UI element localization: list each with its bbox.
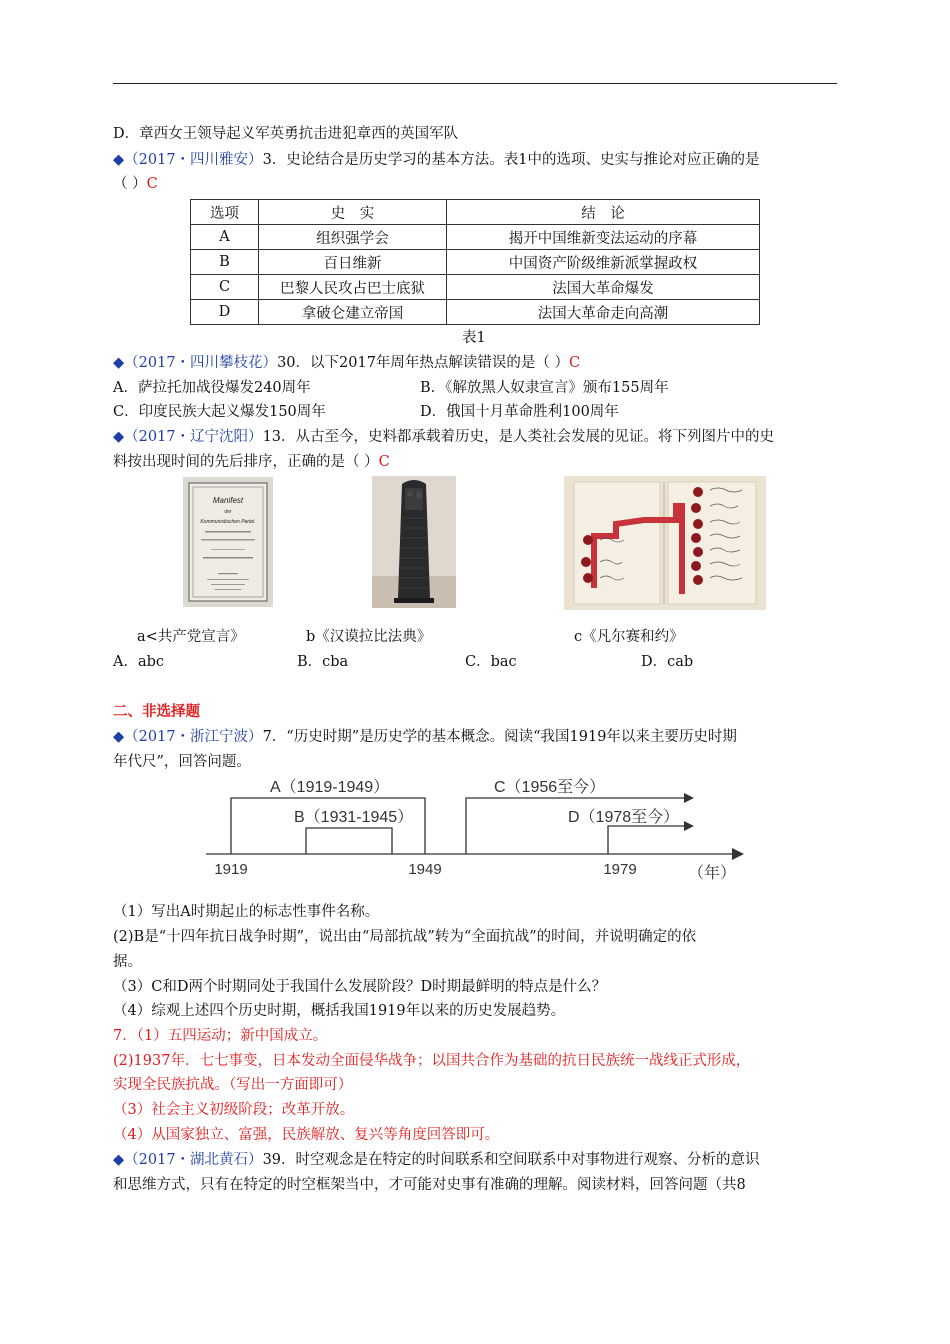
q3-blank-line [113,174,158,194]
q39-stem [113,1150,760,1170]
q3-source: （2017・四川雅安） [124,152,263,168]
q30-option: A．萨拉托加战役爆发240周年 [113,380,311,396]
q7-stem [113,727,737,747]
header-rule [113,83,837,84]
q3-answer: C [146,176,158,192]
table-cell: 拿破仑建立帝国 [259,300,447,325]
timeline-tick-1979: 1979 [603,861,637,878]
q13-option: A．abc [113,654,165,670]
q7-answer: 实现全民族抗战。（写出一方面即可） [113,1077,353,1093]
q13-text2: 料按出现时间的先后排序，正确的是（ ） [113,454,379,470]
table-cell: 百日维新 [259,250,447,275]
table-cell: 法国大革命走向高潮 [447,300,760,325]
manifesto-der: der [224,509,232,515]
table-row [191,225,760,250]
q13-answer: C [378,454,390,470]
table-row [191,275,760,300]
q7-answer: （4）从国家独立、富强，民族解放、复兴等角度回答即可。 [113,1127,500,1143]
q13-option: B．cba [297,654,349,670]
table-header-cell: 结 论 [447,200,760,225]
q7-question: (2)B是“十四年抗日战争时期”，说出由“局部抗战”转为“全面抗战”的时间，并说明确定的依 [113,929,697,945]
table-cell: 法国大革命爆发 [447,275,760,300]
q13-stem-line2 [113,452,390,472]
q30-option: B．《解放黑人奴隶宣言》颁布155周年 [420,380,669,396]
table-cell: A [191,225,259,250]
diamond-bullet-icon: ◆ [113,152,125,168]
q7-source: （2017・浙江宁波） [124,729,263,745]
q7-answer: 7．（1）五四运动；新中国成立。 [113,1028,328,1044]
table-cell: 揭开中国维新变法运动的序幕 [447,225,760,250]
table-header-cell: 选项 [191,200,259,225]
timeline-diagram [200,770,748,888]
q7-answer: (2)1937年．七七事变，日本发动全面侵华战争；以国共合作为基础的抗日民族统一战线正式形成， [113,1053,751,1069]
section-heading: 二、非选择题 [113,703,200,720]
diamond-bullet-icon: ◆ [113,1152,125,1168]
q7-answer: （3）社会主义初级阶段；改革开放。 [113,1102,355,1118]
manifesto-cover-image [183,477,273,607]
q30-option: D．俄国十月革命胜利100周年 [420,404,619,420]
q7-question: （3）C和D两个时期同处于我国什么发展阶段？D时期最鲜明的特点是什么？ [113,979,607,995]
q30-source: （2017・四川攀枝花） [124,355,278,371]
manifesto-subtitle: Kommunistischen Partei. [200,519,256,525]
hammurabi-stele-image [372,476,456,608]
q3-table [190,199,760,325]
q30-answer: C [569,355,581,371]
timeline-tick-1919: 1919 [214,861,248,878]
caption-b: b《汉谟拉比法典》 [306,629,432,645]
q3-text: 3．史论结合是历史学习的基本方法。表1中的选项、史实与推论对应正确的是 [262,152,760,168]
manifesto-title: Manifest [212,496,244,505]
table-header-cell: 史 实 [259,200,447,225]
q39-source: （2017・湖北黄石） [124,1152,263,1168]
diamond-bullet-icon: ◆ [113,429,125,445]
q3-blank: （ ） [113,176,147,192]
table-cell: 中国资产阶级维新派掌握政权 [447,250,760,275]
table-header-row [191,200,760,225]
prev-option-d: D．章西女王领导起义军英勇抗击进犯章西的英国军队 [113,126,459,142]
timeline-unit: （年） [688,865,737,882]
table-cell: C [191,275,259,300]
caption-c: c《凡尔赛和约》 [574,629,684,645]
timeline-label-a: A（1919-1949） [270,779,390,796]
q13-option: D．cab [641,654,694,670]
q7-text: 7．“历史时期”是历史学的基本概念。阅读“我国1919年以来主要历史时期 [262,729,737,745]
q30-stem [113,353,580,373]
q7-question: （1）写出A时期起止的标志性事件名称。 [113,904,380,920]
q3-stem [113,150,760,170]
q39-text2: 和思维方式，只有在特定的时空框架当中，才可能对史事有准确的理解。阅读材料，回答问题（共8 [113,1177,746,1193]
timeline-label-d: D（1978至今） [568,809,680,826]
diamond-bullet-icon: ◆ [113,355,125,371]
q30-option: C．印度民族大起义爆发150周年 [113,404,326,420]
table-cell: B [191,250,259,275]
table-cell: D [191,300,259,325]
q30-text: 30．以下2017年周年热点解读错误的是（ ） [277,355,570,371]
q13-text: 13．从古至今，史料都承载着历史，是人类社会发展的见证。将下列图片中的史 [262,429,775,445]
q7-question: （4）综观上述四个历史时期，概括我国1919年以来的历史发展趋势。 [113,1003,566,1019]
q13-stem [113,427,774,447]
table-caption: 表1 [462,330,486,346]
q7-question: 据。 [113,954,142,970]
diamond-bullet-icon: ◆ [113,729,125,745]
q7-text2: 年代尺”，回答问题。 [113,754,251,770]
q39-text: 39．时空观念是在特定的时间联系和空间联系中对事物进行观察、分析的意识 [262,1152,760,1168]
timeline-label-b: B（1931-1945） [294,809,414,826]
table-cell: 组织强学会 [259,225,447,250]
timeline-tick-1949: 1949 [408,861,442,878]
table-row [191,300,760,325]
q13-option: C．bac [465,654,517,670]
q13-source: （2017・辽宁沈阳） [124,429,263,445]
table-row [191,250,760,275]
timeline-label-c: C（1956至今） [494,779,606,796]
caption-a: a<共产党宣言》 [137,629,245,645]
table-cell: 巴黎人民攻占巴士底狱 [259,275,447,300]
versailles-treaty-image [564,476,766,610]
